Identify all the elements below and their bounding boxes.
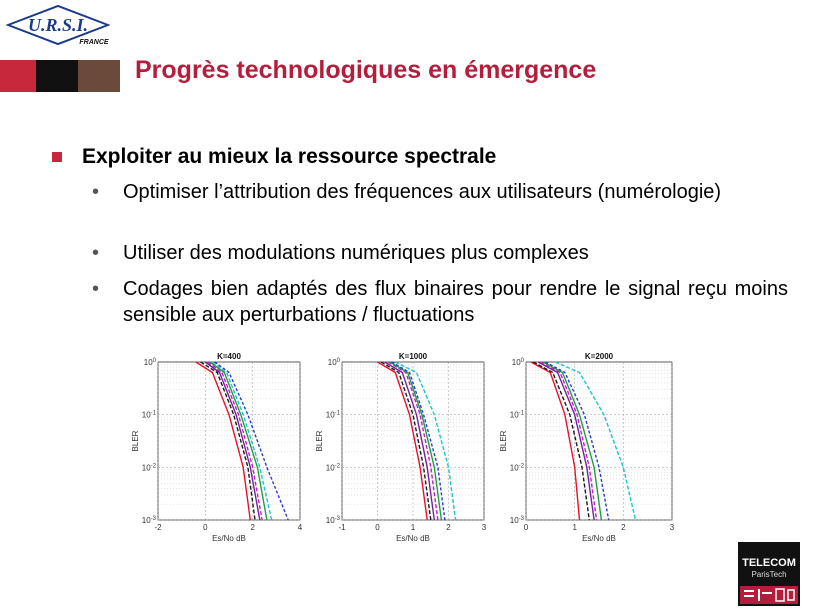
y-tick-label: $10^{-2}$ (141, 463, 156, 473)
dot-bullet-icon: • (92, 278, 100, 300)
y-axis-label: BLER (131, 430, 140, 452)
brand-line1: TELECOM (742, 557, 796, 569)
logo-subtext: FRANCE (79, 39, 109, 46)
y-tick-label: $10^{-3}$ (509, 516, 524, 525)
y-tick-label: $10^{-2}$ (325, 463, 340, 473)
sub-bullet-text: Optimiser l’attribution des fréquences aux utilisateurs (numérologie) (123, 181, 722, 203)
bler-chart-k400 (128, 350, 308, 550)
x-tick-label: 3 (481, 523, 487, 532)
dot-bullet-icon: • (92, 242, 100, 264)
y-tick-label: $10^0$ (327, 358, 340, 367)
y-tick-label: $10^{-2}$ (509, 463, 524, 473)
brand-line2: ParisTech (751, 570, 787, 579)
x-tick-label: -1 (338, 523, 346, 532)
x-tick-label: 3 (669, 523, 675, 532)
bler-chart-k2000 (496, 350, 680, 550)
sub-bullet-2 (92, 240, 788, 266)
x-tick-label: 4 (297, 523, 303, 532)
x-tick-label: -2 (154, 523, 162, 532)
sub-bullet-1 (92, 179, 788, 205)
x-axis-label: Es/No dB (212, 534, 246, 543)
chart-title: K=1000 (398, 352, 428, 361)
y-axis-label: BLER (499, 430, 508, 452)
x-tick-label: 0 (523, 523, 529, 532)
plot-frame (342, 362, 484, 520)
x-tick-label: 2 (446, 523, 451, 532)
y-tick-label: $10^0$ (511, 358, 524, 367)
x-tick-label: 1 (572, 523, 577, 532)
plot-frame (526, 362, 672, 520)
chart-title: K=400 (217, 352, 241, 361)
telecom-paristech-logo (738, 542, 800, 606)
chart-title: K=2000 (584, 352, 614, 361)
x-tick-label: 0 (203, 523, 208, 532)
logo-text: U.R.S.I. (27, 15, 89, 35)
x-axis-label: Es/No dB (396, 534, 430, 543)
dot-bullet-icon: • (92, 181, 100, 203)
slide-title: Progrès technologiques en émergence (135, 56, 597, 84)
y-tick-label: $10^{-1}$ (509, 410, 524, 420)
bler-chart-k1000 (312, 350, 492, 550)
accent-bar-black (36, 60, 78, 92)
sub-bullet-3 (92, 276, 788, 328)
y-axis-label: BLER (315, 430, 324, 452)
sub-bullet-text: Utiliser des modulations numériques plus complexes (123, 242, 589, 264)
x-tick-label: 1 (410, 523, 416, 532)
y-tick-label: $10^0$ (143, 358, 156, 367)
sub-bullet-text: Codages bien adaptés des flux binaires pour rendre le signal reçu moins sensible aux perturbations / fluctuations (123, 278, 788, 326)
accent-bar-brown (78, 60, 120, 92)
x-tick-label: 0 (375, 523, 380, 532)
y-tick-label: $10^{-3}$ (141, 516, 156, 525)
accent-bar-red (0, 60, 36, 92)
y-tick-label: $10^{-3}$ (325, 516, 340, 525)
ursi-logo (6, 4, 110, 46)
y-tick-label: $10^{-1}$ (141, 410, 156, 420)
y-tick-label: $10^{-1}$ (325, 410, 340, 420)
x-tick-label: 2 (621, 523, 626, 532)
square-bullet-icon (52, 152, 62, 162)
x-tick-label: 2 (250, 523, 255, 532)
x-axis-label: Es/No dB (582, 534, 616, 543)
main-bullet-text: Exploiter au mieux la ressource spectrale (82, 145, 497, 168)
